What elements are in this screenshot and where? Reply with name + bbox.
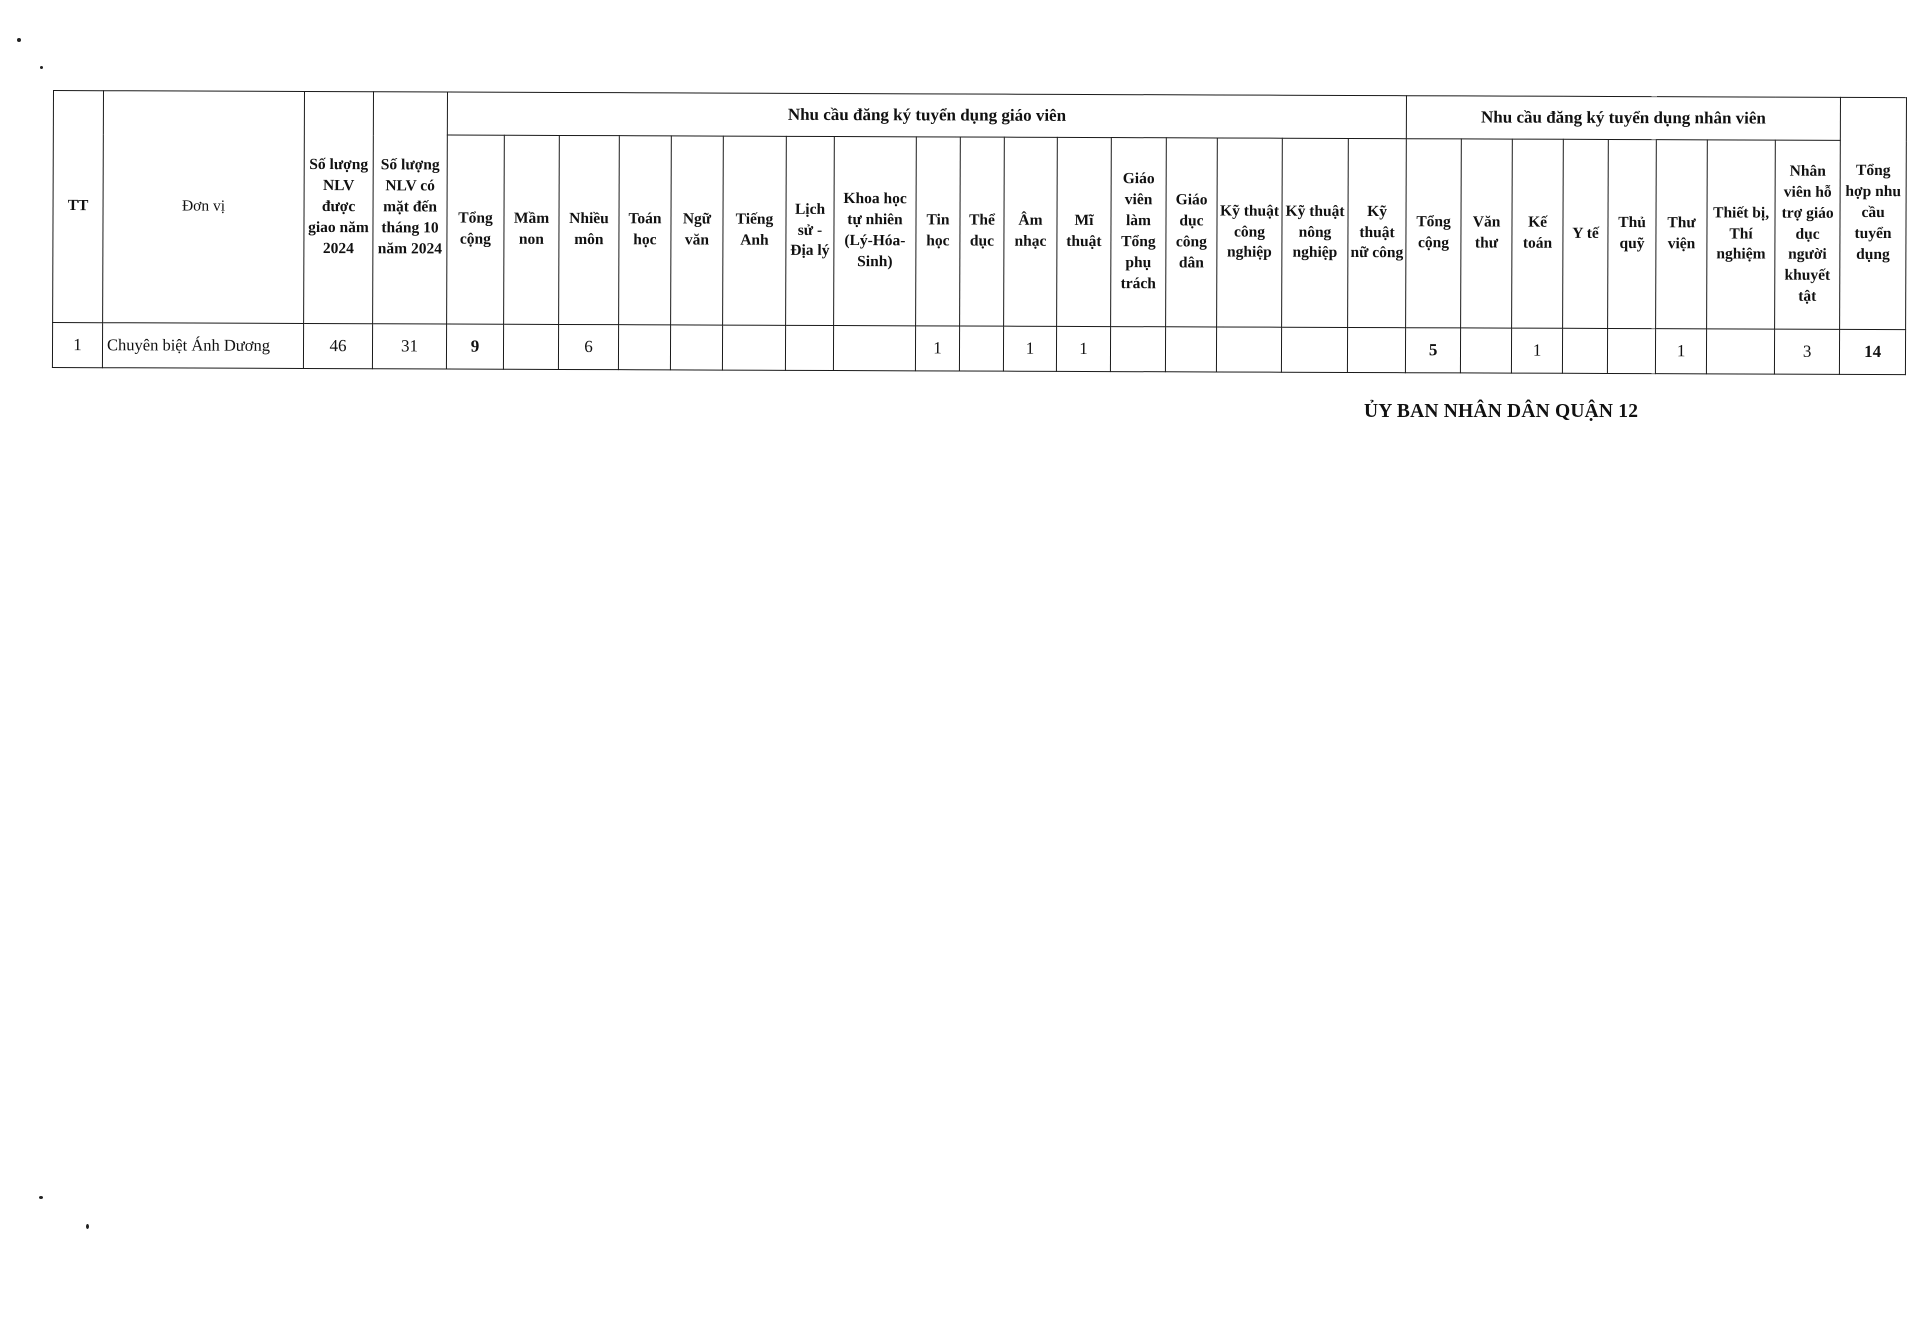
cell-teacher [503, 324, 558, 369]
cell-tt: 1 [52, 323, 102, 368]
header-teacher-col: Giáo dục công dân [1166, 138, 1218, 327]
cell-teacher: 1 [915, 326, 959, 371]
cell-teacher [670, 325, 722, 370]
header-staff-col: Văn thư [1461, 139, 1513, 328]
cell-staff [1461, 328, 1512, 373]
table-body [52, 323, 1905, 375]
cell-teacher [959, 326, 1003, 371]
header-grand-total: Tổng hợp nhu cầu tuyển dụng [1840, 97, 1907, 329]
header-teacher-col: Kỹ thuật công nghiệp [1217, 138, 1283, 327]
cell-unit: Chuyên biệt Ánh Dương [102, 323, 303, 369]
cell-staff [1563, 328, 1608, 373]
cell-teacher [1216, 327, 1281, 372]
scan-speck [39, 1196, 43, 1199]
cell-teacher [1281, 327, 1347, 372]
header-staff-col: Thư viện [1656, 140, 1708, 329]
cell-teacher [1110, 327, 1165, 372]
header-staff-col: Thiết bị, Thí nghiệm [1707, 140, 1776, 329]
header-tt: TT [53, 91, 104, 323]
header-present: Số lượng NLV có mặt đến tháng 10 năm 2024 [373, 92, 448, 324]
header-teacher-col: Ngữ văn [671, 136, 724, 325]
cell-present: 31 [372, 324, 446, 369]
scan-speck [40, 66, 43, 69]
cell-teacher [1347, 327, 1405, 372]
header-teacher-col: Âm nhạc [1004, 137, 1058, 326]
header-staff-col: Y tế [1563, 139, 1609, 328]
header-unit: Đơn vị [103, 91, 305, 324]
header-teacher-col: Giáo viên làm Tổng phụ trách [1111, 138, 1167, 327]
header-staff-col: Tổng cộng [1406, 139, 1462, 328]
header-teacher-col: Tin học [916, 137, 961, 326]
header-staff-col: Kế toán [1512, 139, 1564, 328]
cell-teacher: 9 [446, 324, 503, 369]
cell-teacher [1165, 327, 1216, 372]
cell-staff: 1 [1656, 329, 1707, 374]
header-teacher-col: Lịch sử - Địa lý [786, 136, 835, 325]
scan-speck [17, 38, 21, 42]
header-teacher-col: Kỹ thuật nữ công [1348, 138, 1407, 327]
header-staff-col: Thủ quỹ [1608, 139, 1657, 328]
recruitment-table [52, 90, 1907, 375]
cell-teacher [785, 325, 833, 370]
cell-teacher: 1 [1056, 326, 1110, 371]
cell-teacher [618, 325, 670, 370]
table-row [52, 323, 1905, 375]
header-assigned: Số lượng NLV được giao năm 2024 [304, 91, 374, 323]
cell-staff [1707, 329, 1775, 374]
cell-assigned: 46 [303, 323, 372, 368]
header-group-staff: Nhu cầu đăng ký tuyển dụng nhân viên [1406, 96, 1840, 141]
header-teacher-col: Toán học [619, 136, 672, 325]
cell-staff [1608, 328, 1656, 373]
header-teacher-col: Tổng cộng [447, 135, 505, 324]
cell-grand-total: 14 [1839, 329, 1905, 374]
recruitment-table-wrapper [52, 90, 1900, 375]
cell-staff: 3 [1774, 329, 1839, 374]
header-teacher-col: Mầm non [504, 135, 560, 324]
header-teacher-col: Khoa học tự nhiên (Lý-Hóa-Sinh) [834, 137, 917, 326]
header-staff-col: Nhân viên hỗ trợ giáo dục người khuyết tật [1775, 140, 1841, 329]
authority-title: ỦY BAN NHÂN DÂN QUẬN 12 [1364, 401, 1639, 422]
cell-staff: 1 [1512, 328, 1563, 373]
header-teacher-col: Kỹ thuật nông nghiệp [1282, 138, 1349, 327]
cell-staff: 5 [1406, 328, 1461, 373]
cell-teacher: 1 [1003, 326, 1056, 371]
header-teacher-col: Nhiều môn [559, 135, 620, 324]
scan-speck [86, 1224, 89, 1229]
cell-teacher [722, 325, 785, 370]
header-group-teacher: Nhu cầu đăng ký tuyển dụng giáo viên [447, 92, 1406, 139]
header-teacher-col: Mĩ thuật [1057, 137, 1112, 326]
header-teacher-col: Thể dục [960, 137, 1005, 326]
cell-teacher [833, 325, 915, 370]
cell-teacher: 6 [558, 324, 618, 369]
header-teacher-col: Tiếng Anh [723, 136, 787, 325]
